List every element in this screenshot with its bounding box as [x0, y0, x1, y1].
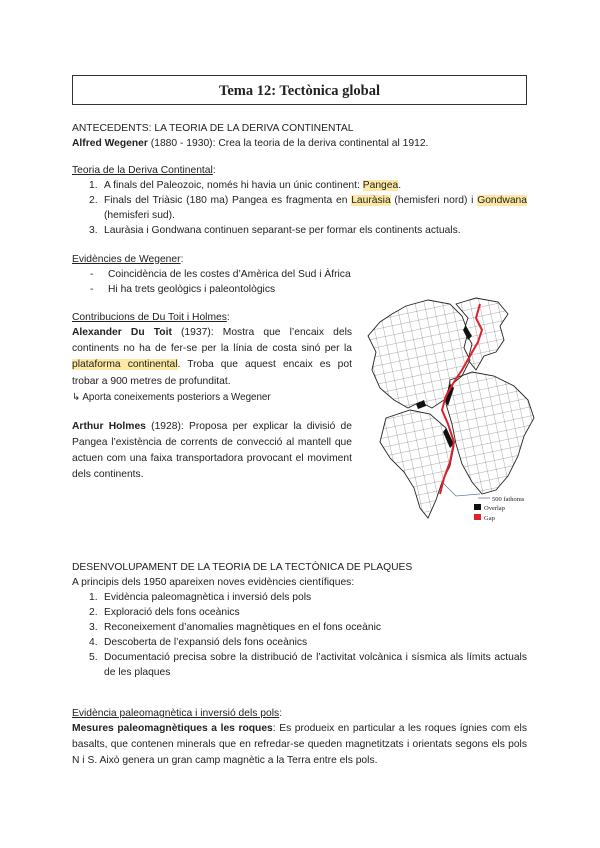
contribucions-section	[72, 310, 352, 484]
list-item: - Coincidència de les costes d’Amèrica del Sud i Àfrica	[90, 269, 351, 280]
evidencies-list	[72, 267, 527, 297]
legend-overlap-swatch	[474, 504, 481, 510]
evidencies-section	[72, 252, 527, 297]
legend-gap-label: Gap	[484, 515, 495, 522]
list-item: 5. Documentació precisa sobre la distribució de l’activitat volcànica i sísmica als límits actuals de les plaques	[89, 652, 527, 678]
dutoit-paragraph: Alexander Du Toit (1937): Mostra que l’encaix dels continents no ha de fer-se per la línia de costa sinó per la plataforma continental. Troba que aquest encaix es pot trobar a 900 metres de profunditat.	[72, 327, 352, 387]
desenvolupament-section	[72, 560, 527, 680]
wegener-line	[72, 136, 527, 151]
list-item: 1. Evidència paleomagnètica i inversió dels pols	[89, 592, 312, 603]
list-item: - Hi ha trets geològics i paleontològics	[90, 284, 276, 295]
teoria-heading: Teoria de la Deriva Continental:	[72, 165, 216, 176]
legend-gap-swatch	[474, 514, 481, 520]
paleomag-bold: Mesures paleomagnètiques a les roques	[72, 723, 273, 734]
paleomag-section	[72, 706, 527, 770]
highlight-laurasia: Lauràsia	[351, 195, 391, 206]
highlight-plataforma: plataforma continental	[72, 359, 178, 371]
legend-overlap-label: Overlap	[484, 505, 505, 512]
page-title: Tema 12: Tectònica global	[72, 75, 527, 105]
paleomag-heading: Evidència paleomagnètica i inversió dels pols:	[72, 708, 283, 719]
evidencies-heading: Evidències de Wegener:	[72, 254, 184, 265]
dutoit-name: Alexander Du Toit	[72, 327, 172, 338]
desenvolupament-intro: A principis dels 1950 apareixen noves evidències científiques:	[72, 577, 355, 588]
list-item: 1. A finals del Paleozoic, només hi havia un únic continent: Pangea.	[89, 180, 402, 191]
teoria-section	[72, 163, 527, 238]
holmes-paragraph: Arthur Holmes (1928): Proposa per explicar la divisió de Pangea l’existència de corrents de convecció al mantell que actuen com una faixa transportadora provocant el moviment dels continents.	[72, 420, 353, 481]
wegener-text: (1880 - 1930): Crea la teoria de la deriva continental al 1912.	[147, 138, 429, 149]
continental-fit-map	[358, 296, 538, 528]
contribucions-heading: Contribucions de Du Toit i Holmes:	[72, 312, 230, 323]
list-item: 2. Exploració dels fons oceànics	[89, 607, 240, 618]
desenvolupament-heading: DESENVOLUPAMENT DE LA TEORIA DE LA TECTÒNICA DE PLAQUES	[72, 562, 413, 573]
south-america-shape	[380, 410, 454, 518]
africa-shape	[446, 372, 534, 494]
list-item: 2. Finals del Triàsic (180 ma) Pangea es fragmenta en Lauràsia (hemisferi nord) i Gondwana (hemisferi sud).	[89, 195, 527, 221]
legend-depth-label: 500 fathoms	[492, 496, 525, 503]
wegener-name: Alfred Wegener	[72, 138, 148, 149]
arrow-note: ↳ Aporta coneixements posteriors a Wegener	[72, 391, 271, 403]
list-item: 4. Descoberta de l’expansió dels fons oceànics	[89, 637, 308, 648]
teoria-list	[72, 178, 527, 238]
desenvolupament-list	[72, 590, 527, 680]
highlight-gondwana: Gondwana	[477, 195, 527, 206]
antecedents-heading: ANTECEDENTS: LA TEORIA DE LA DERIVA CONTINENTAL	[72, 123, 354, 134]
paleomag-paragraph: Mesures paleomagnètiques a les roques: Es produeix en particular a les roques ígnies com els basalts, que contenen minerals que en refredar-se queden magnetitzats i orientats segons els pols N i S. Això genera un gran camp magnètic a la Terra entre els pols.	[72, 723, 527, 767]
antecedents-section	[72, 121, 527, 151]
holmes-name: Arthur Holmes	[72, 420, 146, 432]
list-item: 3. Reconeixement d’anomalies magnètiques en el fons oceànic	[89, 622, 382, 633]
highlight-pangea: Pangea	[362, 180, 399, 191]
list-item: 3. Lauràsia i Gondwana continuen separant-se per formar els continents actuals.	[89, 225, 461, 236]
